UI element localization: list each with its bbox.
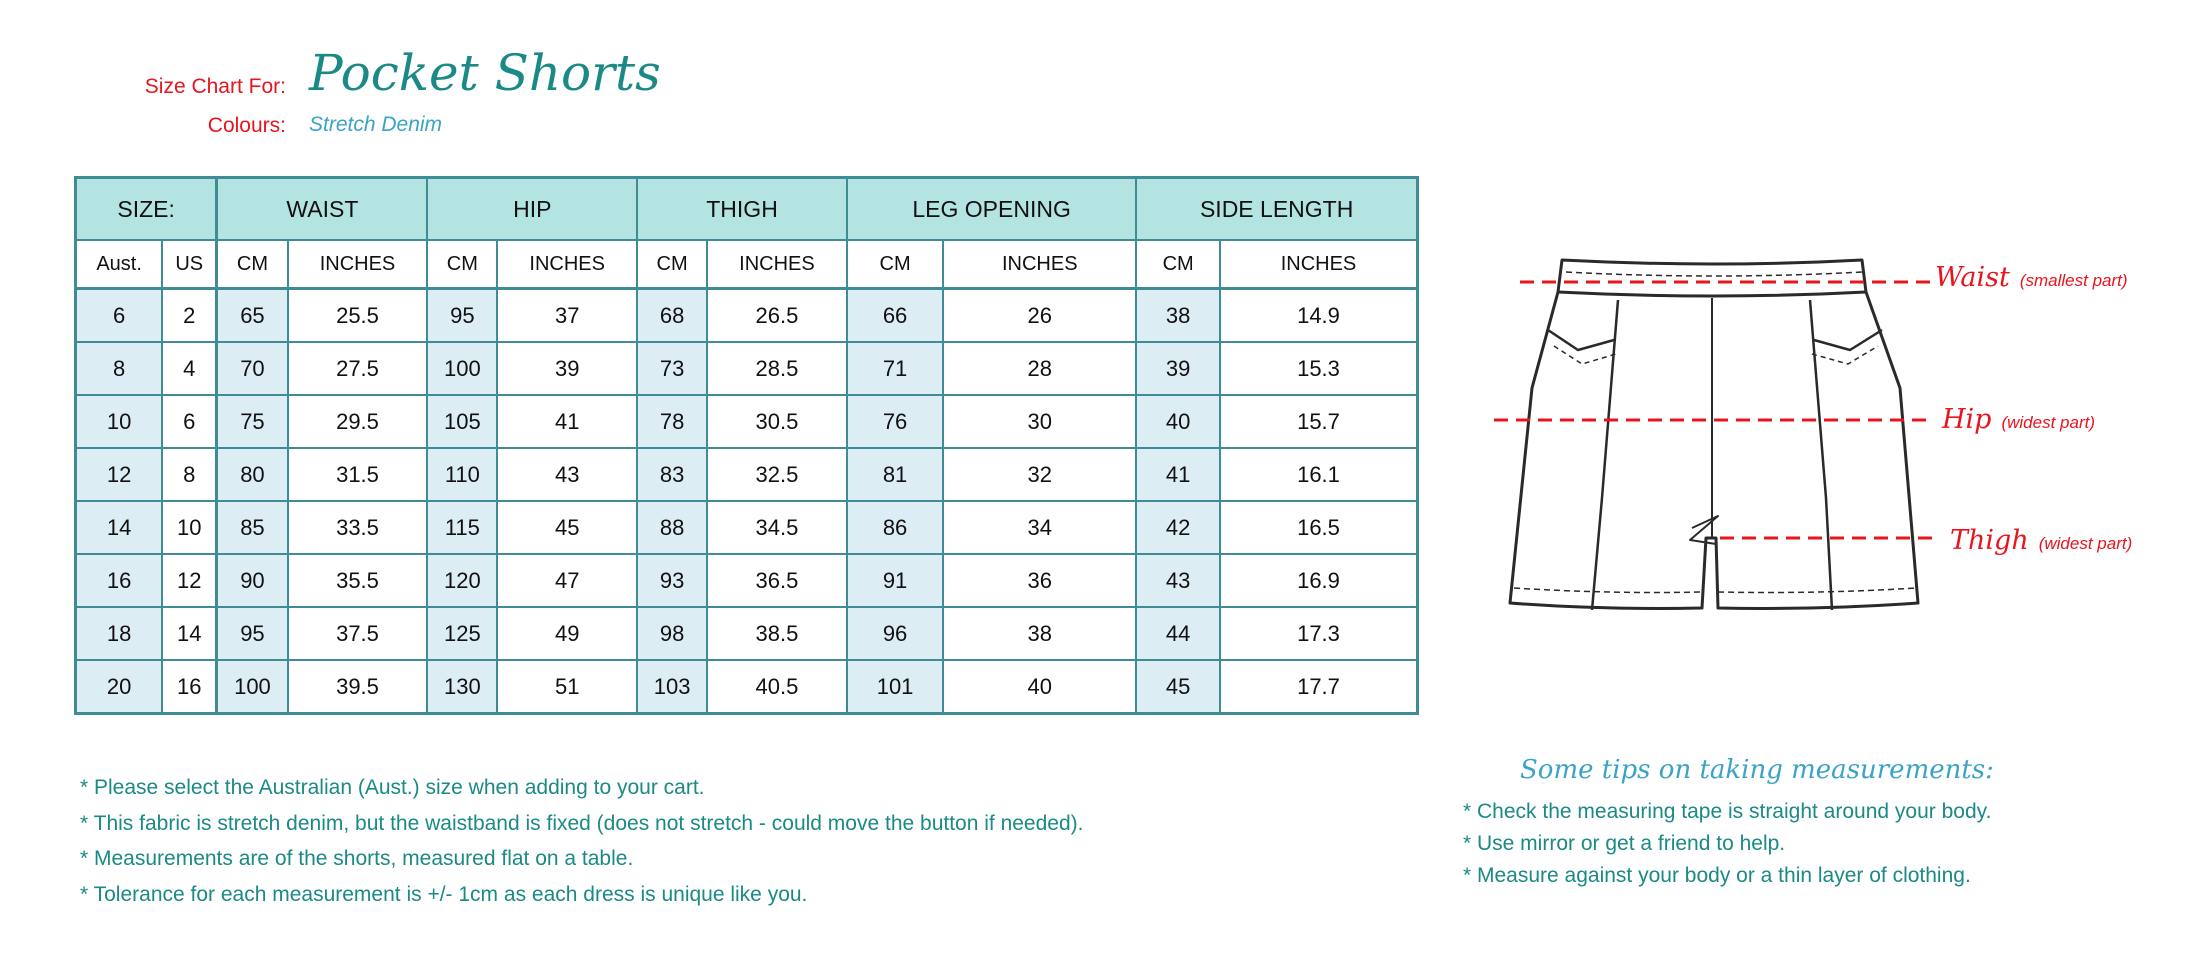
- table-cell: 68: [637, 289, 707, 343]
- table-cell: 66: [847, 289, 943, 343]
- tip-item: * Check the measuring tape is straight around your body.: [1463, 800, 1992, 823]
- table-cell: 29.5: [288, 395, 428, 448]
- table-cell: 95: [427, 289, 497, 343]
- table-row: [76, 342, 1418, 395]
- table-cell: 25.5: [288, 289, 428, 343]
- table-cell: 6: [76, 289, 163, 343]
- waistband-shape: [1558, 260, 1866, 296]
- table-cell: 51: [497, 660, 637, 714]
- left-panel-seam: [1592, 300, 1618, 610]
- table-cell: 15.3: [1220, 342, 1418, 395]
- waist-label: [1935, 262, 2128, 293]
- table-cell: 6: [162, 395, 217, 448]
- table-cell: 120: [427, 554, 497, 607]
- table-cell: 8: [76, 342, 163, 395]
- thigh-label: [1950, 525, 2132, 556]
- note-item: * Measurements are of the shorts, measured flat on a table.: [80, 847, 634, 870]
- table-cell: 12: [76, 448, 163, 501]
- table-row: [76, 660, 1418, 714]
- left-hem-stitch: [1514, 588, 1702, 593]
- table-cell: 14: [76, 501, 163, 554]
- table-cell: 40.5: [707, 660, 847, 714]
- table-cell: 20: [76, 660, 163, 714]
- sub-header-leg-cm: CM: [847, 240, 943, 289]
- table-cell: 41: [1136, 448, 1220, 501]
- table-cell: 39: [1136, 342, 1220, 395]
- table-row: [76, 289, 1418, 343]
- table-row: [76, 554, 1418, 607]
- sub-header-waist-inches: INCHES: [288, 240, 428, 289]
- table-cell: 28: [943, 342, 1136, 395]
- table-cell: 17.3: [1220, 607, 1418, 660]
- table-cell: 16.5: [1220, 501, 1418, 554]
- table-cell: 98: [637, 607, 707, 660]
- table-cell: 130: [427, 660, 497, 714]
- colour-value: Stretch Denim: [309, 113, 443, 136]
- table-cell: 15.7: [1220, 395, 1418, 448]
- table-cell: 16: [76, 554, 163, 607]
- table-cell: 26: [943, 289, 1136, 343]
- hip-note: (widest part): [2001, 413, 2095, 432]
- table-cell: 38: [943, 607, 1136, 660]
- thigh-note: (widest part): [2038, 534, 2133, 553]
- table-cell: 110: [427, 448, 497, 501]
- table-cell: 100: [217, 660, 288, 714]
- table-cell: 88: [637, 501, 707, 554]
- table-cell: 81: [847, 448, 943, 501]
- hip-label: [1942, 404, 2095, 435]
- right-panel-seam: [1810, 300, 1832, 610]
- table-cell: 96: [847, 607, 943, 660]
- table-cell: 44: [1136, 607, 1220, 660]
- colours-label: Colours:: [207, 114, 286, 137]
- table-cell: 37: [497, 289, 637, 343]
- table-cell: 43: [497, 448, 637, 501]
- table-row: [76, 607, 1418, 660]
- group-leg-opening: LEG OPENING: [847, 178, 1136, 241]
- table-cell: 27.5: [288, 342, 428, 395]
- right-hem-stitch: [1718, 588, 1916, 593]
- table-cell: 43: [1136, 554, 1220, 607]
- table-cell: 76: [847, 395, 943, 448]
- sub-header-aust: Aust.: [76, 240, 163, 289]
- group-hip: HIP: [427, 178, 637, 241]
- table-cell: 45: [1136, 660, 1220, 714]
- table-cell: 10: [162, 501, 217, 554]
- table-cell: 101: [847, 660, 943, 714]
- shorts-outline: [1510, 260, 1918, 610]
- table-cell: 14.9: [1220, 289, 1418, 343]
- table-cell: 2: [162, 289, 217, 343]
- right-pocket: [1814, 330, 1882, 350]
- thigh-label-text: Thigh: [1950, 525, 2029, 556]
- table-cell: 41: [497, 395, 637, 448]
- table-cell: 17.7: [1220, 660, 1418, 714]
- table-cell: 10: [76, 395, 163, 448]
- sub-header-hip-cm: CM: [427, 240, 497, 289]
- table-cell: 12: [162, 554, 217, 607]
- table-cell: 40: [943, 660, 1136, 714]
- table-cell: 34: [943, 501, 1136, 554]
- table-cell: 30.5: [707, 395, 847, 448]
- tips-title: Some tips on taking measurements:: [1520, 755, 1994, 785]
- table-cell: 38.5: [707, 607, 847, 660]
- table-cell: 37.5: [288, 607, 428, 660]
- tips-list: [1463, 796, 1991, 892]
- sub-header-thigh-inches: INCHES: [707, 240, 847, 289]
- tip-item: * Measure against your body or a thin layer of clothing.: [1463, 864, 1971, 887]
- size-chart-table: [74, 176, 1419, 715]
- table-cell: 32: [943, 448, 1136, 501]
- size-chart-body: [76, 289, 1418, 714]
- tip-item: * Use mirror or get a friend to help.: [1463, 832, 1786, 855]
- sub-header-us: US: [162, 240, 217, 289]
- table-cell: 16.1: [1220, 448, 1418, 501]
- table-cell: 31.5: [288, 448, 428, 501]
- group-header-row: [76, 178, 1418, 241]
- table-cell: 36: [943, 554, 1136, 607]
- table-cell: 16: [162, 660, 217, 714]
- table-cell: 83: [637, 448, 707, 501]
- table-cell: 39: [497, 342, 637, 395]
- shorts-diagram: [1470, 248, 1940, 638]
- table-cell: 42: [1136, 501, 1220, 554]
- table-cell: 115: [427, 501, 497, 554]
- table-row: [76, 395, 1418, 448]
- table-cell: 30: [943, 395, 1136, 448]
- table-cell: 18: [76, 607, 163, 660]
- group-thigh: THIGH: [637, 178, 847, 241]
- table-cell: 95: [217, 607, 288, 660]
- sub-header-leg-inches: INCHES: [943, 240, 1136, 289]
- table-cell: 34.5: [707, 501, 847, 554]
- shorts-body: [1510, 292, 1918, 608]
- table-cell: 65: [217, 289, 288, 343]
- group-waist: WAIST: [217, 178, 428, 241]
- table-cell: 70: [217, 342, 288, 395]
- group-size: SIZE:: [76, 178, 217, 241]
- table-cell: 73: [637, 342, 707, 395]
- sub-header-side-cm: CM: [1136, 240, 1220, 289]
- note-item: * Tolerance for each measurement is +/- 1cm as each dress is unique like you.: [80, 882, 808, 906]
- waist-note: (smallest part): [2019, 271, 2128, 290]
- table-cell: 90: [217, 554, 288, 607]
- table-cell: 105: [427, 395, 497, 448]
- table-cell: 47: [497, 554, 637, 607]
- table-row: [76, 448, 1418, 501]
- table-cell: 93: [637, 554, 707, 607]
- hip-label-text: Hip: [1942, 404, 1992, 435]
- table-cell: 40: [1136, 395, 1220, 448]
- table-cell: 85: [217, 501, 288, 554]
- measure-lines: [1494, 282, 1940, 538]
- table-cell: 33.5: [288, 501, 428, 554]
- size-chart-label: Size Chart For:: [144, 75, 286, 98]
- table-cell: 35.5: [288, 554, 428, 607]
- table-cell: 14: [162, 607, 217, 660]
- table-cell: 103: [637, 660, 707, 714]
- table-cell: 80: [217, 448, 288, 501]
- table-cell: 49: [497, 607, 637, 660]
- notes-list: [80, 770, 1083, 912]
- table-cell: 100: [427, 342, 497, 395]
- sub-header-hip-inches: INCHES: [497, 240, 637, 289]
- note-item: * This fabric is stretch denim, but the waistband is fixed (does not stretch - could move the button if needed).: [80, 811, 1084, 835]
- table-cell: 86: [847, 501, 943, 554]
- table-cell: 38: [1136, 289, 1220, 343]
- sub-header-side-inches: INCHES: [1220, 240, 1418, 289]
- table-cell: 4: [162, 342, 217, 395]
- table-cell: 125: [427, 607, 497, 660]
- waist-label-text: Waist: [1935, 262, 2010, 293]
- table-cell: 71: [847, 342, 943, 395]
- table-cell: 78: [637, 395, 707, 448]
- sub-header-row: [76, 240, 1418, 289]
- product-title: Pocket Shorts: [309, 44, 661, 102]
- group-side-length: SIDE LENGTH: [1136, 178, 1417, 241]
- table-cell: 28.5: [707, 342, 847, 395]
- left-pocket: [1548, 330, 1614, 350]
- table-cell: 91: [847, 554, 943, 607]
- table-cell: 36.5: [707, 554, 847, 607]
- table-cell: 75: [217, 395, 288, 448]
- table-row: [76, 501, 1418, 554]
- table-cell: 8: [162, 448, 217, 501]
- note-item: * Please select the Australian (Aust.) size when adding to your cart.: [80, 776, 705, 799]
- table-cell: 32.5: [707, 448, 847, 501]
- sub-header-waist-cm: CM: [217, 240, 288, 289]
- sub-header-thigh-cm: CM: [637, 240, 707, 289]
- table-cell: 26.5: [707, 289, 847, 343]
- table-cell: 45: [497, 501, 637, 554]
- waistband-stitch: [1566, 272, 1862, 276]
- crotch-stitch: [1690, 516, 1718, 544]
- table-cell: 39.5: [288, 660, 428, 714]
- table-cell: 16.9: [1220, 554, 1418, 607]
